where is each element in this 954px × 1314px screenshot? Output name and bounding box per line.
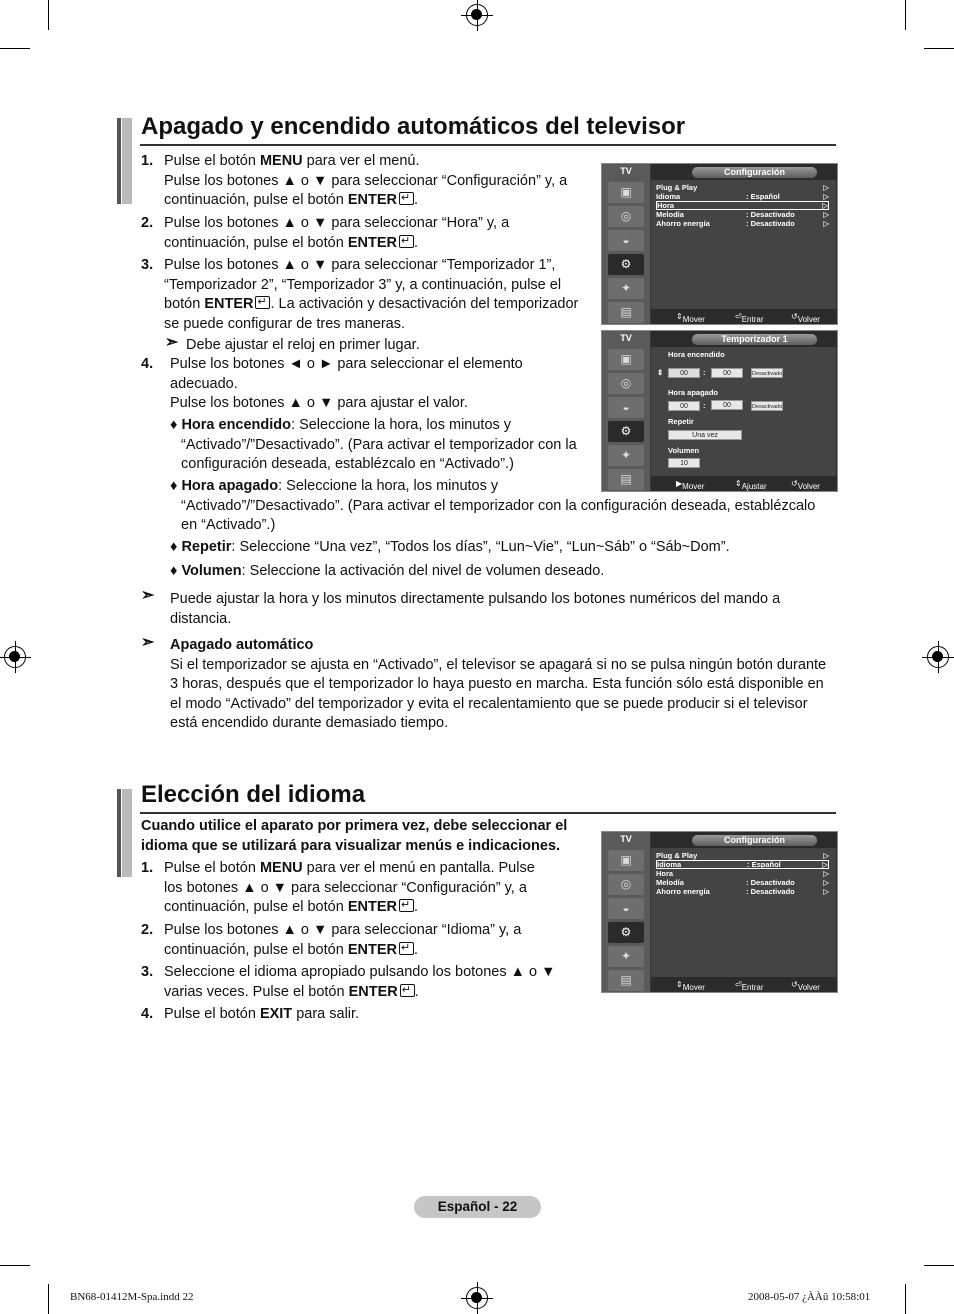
adjust-hint: ⇕ Ajustar [735, 479, 767, 491]
step-text: Pulse los botones ▲ o ▼ para seleccionar “Idioma” y, a continuación, pulse el botón ENTER↵ . [164, 921, 584, 960]
crop-mark [905, 0, 906, 30]
bullet-item: ♦ Repetir: Seleccione “Una vez”, “Todos los días”, “Lun~Vie”, “Lun~Sáb” o “Sáb~Dom”. [170, 539, 730, 555]
crop-mark [0, 1265, 30, 1266]
osd-config-language-screen [601, 831, 838, 993]
osd-timer-screen [601, 330, 838, 492]
back-hint: ↺ Volver [791, 479, 820, 491]
step-number: 1. [141, 153, 154, 169]
channel-icon: ◒ [608, 397, 644, 418]
osd-config-screen [601, 163, 838, 325]
osd-menu-item: Plug & Play ▷ [656, 851, 829, 860]
application-icon: ▤ [608, 302, 644, 323]
osd-timer-panel [651, 347, 835, 477]
section-marker [117, 789, 121, 877]
step-number: 3. [141, 964, 154, 980]
note-text: Puede ajustar la hora y los minutos directamente pulsando los botones numéricos del mando a distancia. [170, 591, 781, 627]
osd-title: Temporizador 1 [692, 334, 817, 345]
osd-menu-panel [651, 180, 835, 310]
osd-footer [651, 476, 837, 491]
note-text: Apagado automático Si el temporizador se ajusta en “Activado”, el televisor se apagará si no se pulsa ningún botón durante 3 horas, después que el temporizador lo haya puesto en marcha. Esta función sólo está disponible en el modo “Activado” del temporizador y evita el recalentamiento que se puede producir si el televisor está encendido durante demasiado tiempo. [170, 637, 827, 731]
step-number: 3. [141, 257, 154, 273]
crop-mark [0, 48, 30, 49]
step-number: 4. [141, 356, 154, 372]
enter-icon [400, 984, 415, 997]
move-hint: ⇕ Mover [676, 312, 705, 324]
sound-icon: ◎ [608, 874, 644, 895]
back-hint: ↺ Volver [791, 980, 820, 992]
channel-icon: ◒ [608, 898, 644, 919]
timer-off-minute: 00 [711, 400, 743, 410]
repeat-value: Una vez [668, 430, 742, 440]
setup-gear-icon: ⚙ [608, 421, 644, 442]
picture-icon: ▣ [608, 182, 644, 203]
enter-hint: ⏎ Entrar [735, 980, 764, 992]
step-number: 1. [141, 860, 154, 876]
section-marker [117, 118, 121, 204]
osd-tv-label: TV [620, 834, 632, 844]
timer-off-hour: 00 [668, 401, 700, 411]
section-marker [122, 118, 132, 204]
section-title: Apagado y encendido automáticos del televisor [141, 113, 686, 140]
timer-off-state: Desactivado [751, 401, 783, 411]
osd-menu-item: Ahorro energía : Desactivado ▷ [656, 887, 829, 896]
bullet-item: ♦ Hora encendido: Seleccione la hora, los minutos y “Activado”/”Desactivado”. (Para activar el temporizador con la configuración deseada, establézcalo en “Activado”.) [170, 417, 577, 472]
intro-text: Cuando utilice el aparato por primera vez, debe seleccionar el idioma que se utilizará para visualizar menús e indicaciones. [141, 818, 568, 854]
section-title: Elección del idioma [141, 781, 366, 808]
osd-title: Configuración [692, 835, 817, 846]
input-icon: ✦ [608, 445, 644, 466]
crop-mark [905, 1284, 906, 1314]
sound-icon: ◎ [608, 206, 644, 227]
back-hint: ↺ Volver [791, 312, 820, 324]
application-icon: ▤ [608, 970, 644, 991]
volume-label: Volumen [668, 446, 700, 455]
repeat-label: Repetir [668, 417, 694, 426]
colon-separator: : [703, 401, 706, 410]
timer-on-state: Desactivado [751, 368, 783, 378]
enter-icon [255, 296, 270, 309]
enter-icon [399, 942, 414, 955]
note-arrow-icon: ➣ [141, 634, 155, 651]
crop-mark [48, 1284, 49, 1314]
section-marker [122, 789, 132, 877]
volume-value: 10 [668, 458, 700, 468]
picture-icon: ▣ [608, 850, 644, 871]
registration-mark-icon [466, 4, 488, 26]
timer-off-label: Hora apagado [668, 388, 719, 397]
step-text: Seleccione el idioma apropiado pulsando los botones ▲ o ▼ varias veces. Pulse el botón ENTER↵ . [164, 963, 584, 1002]
osd-menu-panel [651, 848, 835, 978]
osd-tv-label: TV [620, 333, 632, 343]
timer-on-hour: 00 [668, 368, 700, 378]
osd-menu-item: Ahorro energía : Desactivado ▷ [656, 219, 829, 228]
osd-menu-item: Melodía : Desactivado ▷ [656, 878, 829, 887]
section-rule [140, 144, 836, 146]
bullet-item: ♦ Volumen: Seleccione la activación del nivel de volumen deseado. [170, 563, 605, 579]
page-number-label: Español - 22 [414, 1196, 541, 1218]
registration-mark-icon [927, 646, 949, 668]
osd-menu-item-selected: Hora ▷ [657, 201, 828, 210]
note-arrow-icon: ➣ [165, 334, 179, 351]
enter-hint: ⏎ Entrar [735, 312, 764, 324]
timer-on-minute: 00 [711, 368, 743, 378]
step-number: 4. [141, 1006, 154, 1022]
timer-on-label: Hora encendido [668, 350, 725, 359]
osd-title: Configuración [692, 167, 817, 178]
step-text: Pulse los botones ▲ o ▼ para seleccionar “Hora” y, a continuación, pulse el botón ENTER↵ . [164, 214, 604, 253]
step-number: 2. [141, 922, 154, 938]
step-text: Pulse los botones ◄ o ► para seleccionar el elemento adecuado. Pulse los botones ▲ o ▼ para ajustar el valor. [170, 356, 523, 411]
step-text: Pulse el botón MENU para ver el menú en pantalla. Pulse los botones ▲ o ▼ para seleccionar “Configuración” y, a continuación, pulse el botón ENTER↵ . [164, 859, 584, 918]
input-icon: ✦ [608, 278, 644, 299]
updown-arrow-icon: ⇕ [657, 368, 664, 377]
colon-separator: : [703, 368, 706, 377]
registration-mark-icon [4, 646, 26, 668]
crop-mark [924, 1265, 954, 1266]
step-text: Pulse los botones ▲ o ▼ para seleccionar “Temporizador 1”, “Temporizador 2”, “Temporizador 3” y, a continuación, pulse el botón ENTER↵ . La activación y desactivación del temporizador se puede configurar de tres maneras. [164, 256, 604, 334]
enter-icon [399, 899, 414, 912]
application-icon: ▤ [608, 469, 644, 490]
setup-gear-icon: ⚙ [608, 922, 644, 943]
enter-icon [399, 192, 414, 205]
step-number: 2. [141, 215, 154, 231]
crop-mark [924, 48, 954, 49]
osd-menu-item-selected: Idioma : Español ▷ [657, 860, 828, 869]
move-hint: ⇕ Mover [676, 980, 705, 992]
osd-menu-item: Hora ▷ [656, 869, 829, 878]
crop-mark [48, 0, 49, 30]
section-rule [140, 812, 836, 814]
picture-icon: ▣ [608, 349, 644, 370]
enter-icon [399, 235, 414, 248]
osd-footer [651, 977, 837, 992]
input-icon: ✦ [608, 946, 644, 967]
osd-menu-item: Melodía : Desactivado ▷ [656, 210, 829, 219]
setup-gear-icon: ⚙ [608, 254, 644, 275]
note-text: Debe ajustar el reloj en primer lugar. [186, 337, 420, 353]
step-text: Pulse el botón EXIT para salir. [164, 1006, 360, 1022]
osd-footer [651, 309, 837, 324]
footer-timestamp: 2008-05-07 ¿ÀÀü 10:58:01 [748, 1291, 871, 1303]
registration-mark-icon [466, 1287, 488, 1309]
sound-icon: ◎ [608, 373, 644, 394]
channel-icon: ◒ [608, 230, 644, 251]
osd-menu-item: Plug & Play ▷ [656, 183, 829, 192]
footer-file-name: BN68-01412M-Spa.indd 22 [70, 1291, 194, 1303]
osd-tv-label: TV [620, 166, 632, 176]
note-arrow-icon: ➣ [141, 587, 155, 604]
step-text: Pulse el botón MENU para ver el menú. Pulse los botones ▲ o ▼ para seleccionar “Configuración” y, a continuación, pulse el botón ENTER↵ . [164, 152, 604, 211]
osd-menu-item: Idioma : Español ▷ [656, 192, 829, 201]
bullet-item: ♦ Hora apagado: Seleccione la hora, los minutos y “Activado”/”Desactivado”. (Para activar el temporizador con la configuración deseada, establézcalo en “Activado”.) [170, 478, 816, 533]
move-hint: ▶ Mover [676, 479, 705, 491]
